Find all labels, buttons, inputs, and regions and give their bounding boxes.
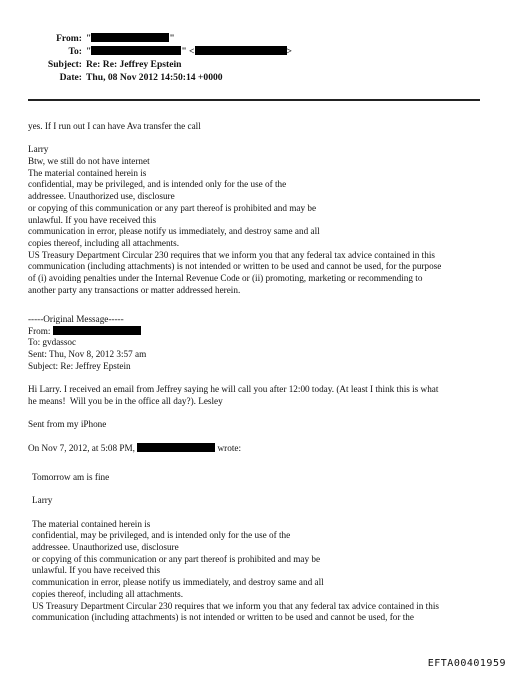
to-quote-mid: " < <box>181 46 195 57</box>
quoted-line: unlawful. If you have received this <box>32 565 161 576</box>
reply-line: communication in error, please notify us immediately, and destroy same and all <box>28 226 320 237</box>
redaction-box <box>91 46 181 55</box>
reply-line: confidential, may be privileged, and is intended only for the use of the <box>28 179 287 190</box>
redaction-box <box>195 46 287 55</box>
reply-text <box>28 121 488 296</box>
quote-prefix: On Nov 7, 2012, at 5:08 PM, <box>28 442 135 453</box>
header-divider <box>28 99 480 101</box>
reply-line: another party any transactions or matter addressed herein. <box>28 284 241 295</box>
quoted-line: communication (including attachments) is not intended or written to be used and cannot be used, for the <box>32 612 414 623</box>
from-quote-open: " <box>86 33 92 44</box>
redaction-box <box>53 326 141 335</box>
quoted-text <box>28 472 488 624</box>
to-angle-close: > <box>286 46 292 57</box>
quoted-line: US Treasury Department Circular 230 requires that we inform you that any federal tax advice contained in this <box>32 600 439 611</box>
quoted-line: The material contained herein is <box>32 518 151 529</box>
reply-line: copies thereof, including all attachments. <box>28 237 180 248</box>
quoted-line: addressee. Unauthorized use, disclosure <box>32 542 179 553</box>
to-label: To: <box>68 46 82 57</box>
document-id: EFTA00401959 <box>427 658 506 669</box>
email-header <box>28 33 488 85</box>
header-from-row <box>28 33 488 46</box>
quoted-line: or copying of this communication or any part thereof is prohibited and may be <box>32 553 321 564</box>
date-label: Date: <box>59 72 82 83</box>
reply-line: yes. If I run out I can have Ava transfer the call <box>28 121 201 131</box>
reply-line <box>28 133 488 145</box>
header-to-row <box>28 46 488 59</box>
to-value <box>86 46 292 58</box>
original-signature: Sent from my iPhone <box>28 419 107 430</box>
reply-line: communication (including attachments) is not intended or written to be used and cannot be used, for the purpose <box>28 261 442 272</box>
reply-line: addressee. Unauthorized use, disclosure <box>28 191 175 202</box>
original-subject-line: Subject: Re: Jeffrey Epstein <box>28 360 131 371</box>
quoted-line <box>32 484 488 496</box>
quoted-line: Larry <box>32 495 53 506</box>
redaction-box <box>91 33 169 42</box>
quote-suffix: wrote: <box>217 442 242 453</box>
quoted-line: Tomorrow am is fine <box>32 471 110 482</box>
reply-line: unlawful. If you have received this <box>28 214 157 225</box>
quoted-line: copies thereof, including all attachments. <box>32 588 184 599</box>
original-message-line: he means! Will you be in the office all day?). Lesley <box>28 395 223 406</box>
subject-value: Re: Re: Jeffrey Epstein <box>86 59 182 70</box>
to-quote-open: " <box>86 46 92 57</box>
original-message <box>28 314 488 454</box>
quoted-line: confidential, may be privileged, and is intended only for the use of the <box>32 530 291 541</box>
subject-label: Subject: <box>47 59 82 70</box>
original-from-row <box>28 326 488 338</box>
original-sent-line: Sent: Thu, Nov 8, 2012 3:57 am <box>28 349 147 360</box>
reply-line: Larry <box>28 144 49 155</box>
reply-line: US Treasury Department Circular 230 requires that we inform you that any federal tax advice contained in this <box>28 249 435 260</box>
from-value <box>86 33 175 45</box>
reply-line: Btw, we still do not have internet <box>28 156 150 167</box>
quoted-line <box>32 507 488 519</box>
redaction-box <box>137 443 215 452</box>
original-message-line: Hi Larry. I received an email from Jeffrey saying he will call you after 12:00 today. (At least I think this is what <box>28 384 439 395</box>
date-value: Thu, 08 Nov 2012 14:50:14 +0000 <box>86 72 223 83</box>
quote-attribution <box>28 443 488 455</box>
reply-line: The material contained herein is <box>28 167 147 178</box>
original-from-label: From: <box>28 325 51 336</box>
original-to-line: To: gvdassoc <box>28 337 77 348</box>
from-quote-close: " <box>169 33 175 44</box>
from-label: From: <box>56 33 82 44</box>
email-body <box>28 121 488 624</box>
reply-line: or copying of this communication or any part thereof is prohibited and may be <box>28 202 317 213</box>
original-divider: -----Original Message----- <box>28 314 124 324</box>
quoted-line: communication in error, please notify us immediately, and destroy same and all <box>32 577 324 588</box>
header-subject-row <box>28 59 488 72</box>
header-date-row <box>28 72 488 85</box>
reply-line: of (i) avoiding penalties under the Internal Revenue Code or (ii) promoting, marketing or recommending to <box>28 272 423 283</box>
